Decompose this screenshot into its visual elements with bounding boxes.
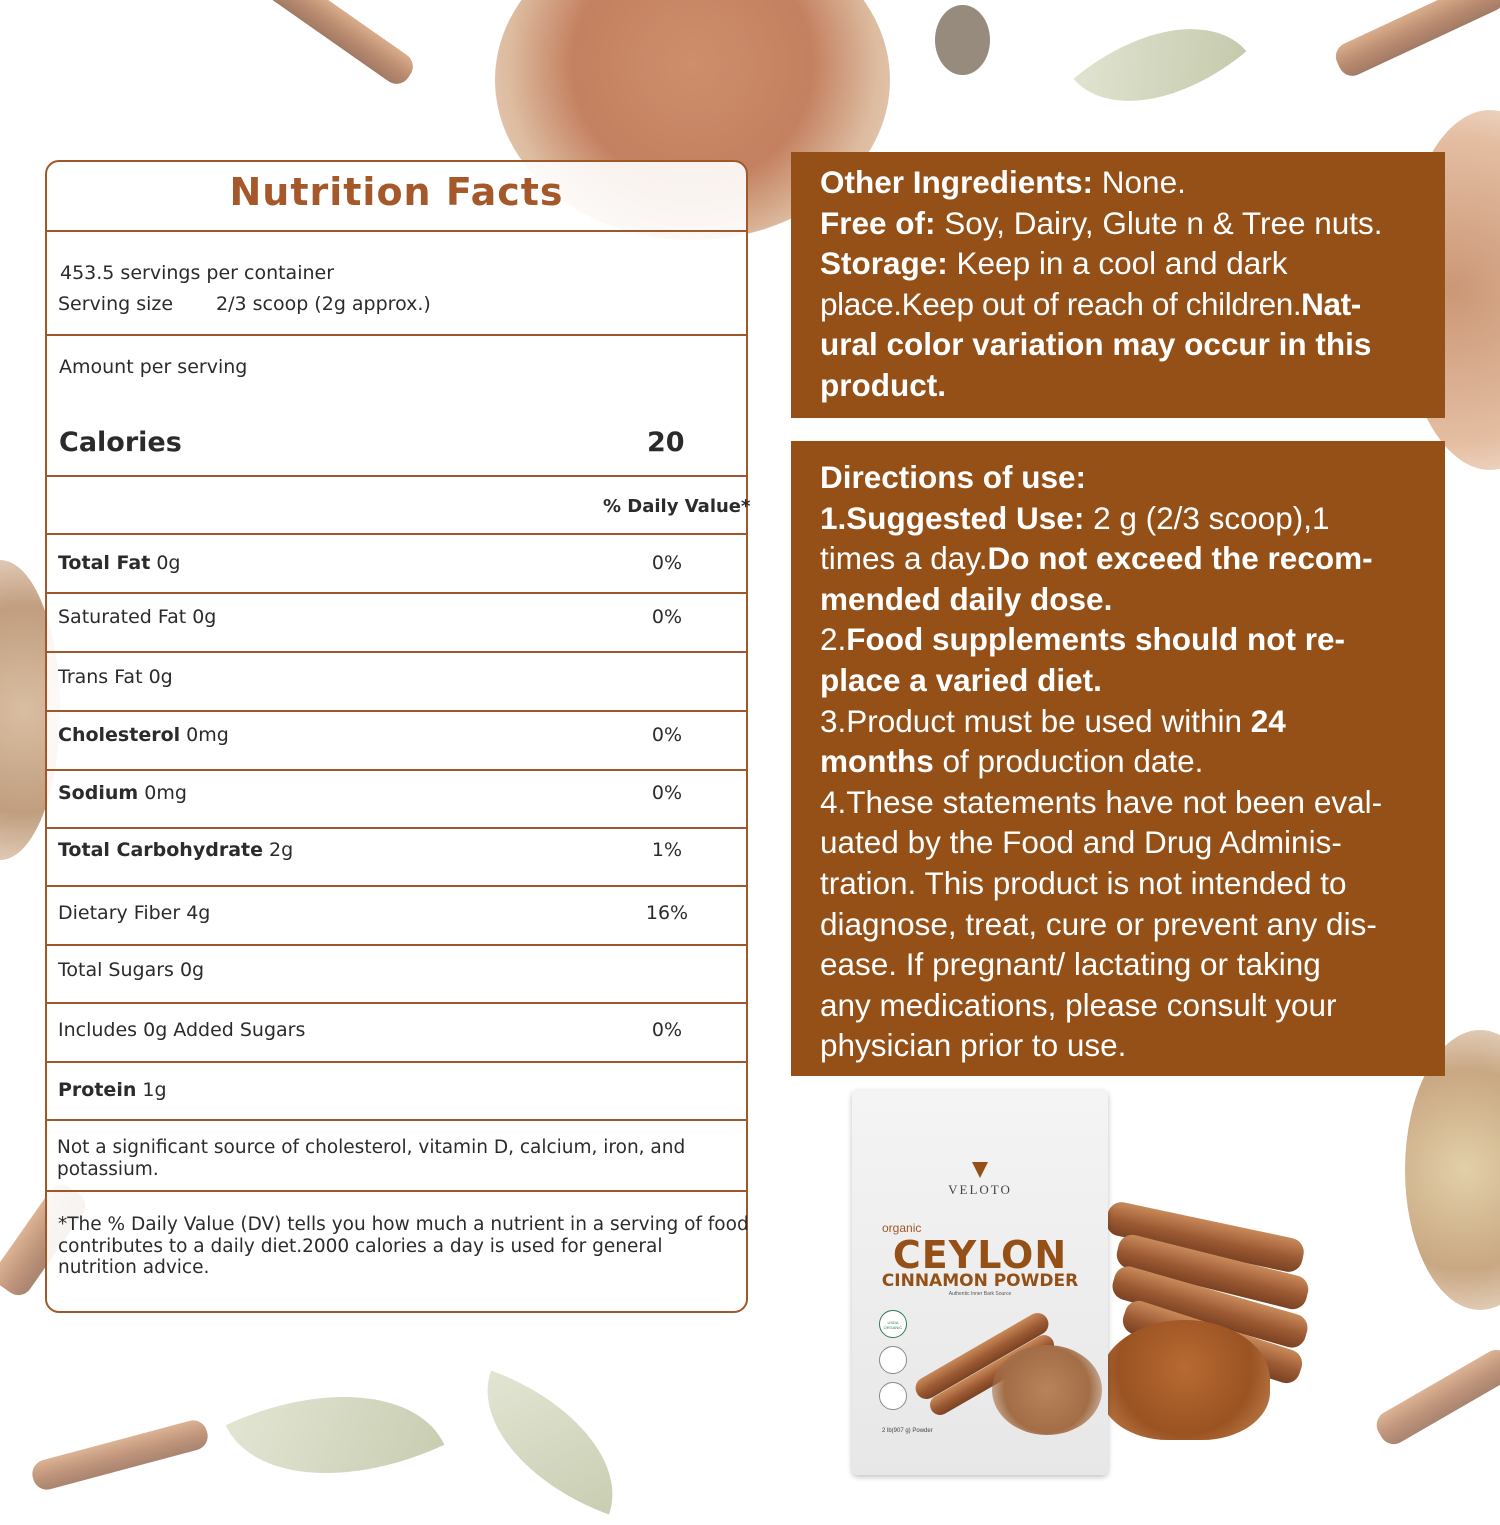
nutrient-amount: 0mg [180,724,229,746]
calories-value: 20 [647,427,685,458]
storage-line [820,243,1417,284]
storage-line [820,365,1417,406]
cinnamon-powder-image [992,1345,1102,1435]
supplement-warning: place a varied diet. [820,661,1102,698]
free-of-line [820,203,1417,244]
directions-title-text: Directions of use: [820,459,1087,495]
direction-4-line: uated by the Food and Drug Adminis- [820,824,1342,861]
divider [47,1119,746,1121]
color-variation-note: Nat- [1301,285,1361,322]
usda-badge-text: USDA ORGANIC [883,1320,903,1330]
nutrient-daily-value: 0% [651,782,683,804]
usda-organic-badge-icon [879,1310,907,1338]
product-tagline: Authentic Inner Bark Source [948,1291,1012,1297]
footnote-daily-value-cont: nutrition advice. [58,1257,210,1278]
nutrient-name [58,606,216,628]
divider [47,475,746,477]
cinnamon-stick-image [1372,1345,1500,1449]
nutrient-name-bold: Total Carbohydrate [58,839,263,861]
nutrient-name-bold: Total Fat [58,552,151,574]
storage-label: Storage: [820,245,948,282]
nutrient-name-bold: Sodium [58,782,139,804]
direction-2 [820,660,1417,701]
certification-badge-icon [879,1382,907,1410]
nutrient-amount: Trans Fat 0g [58,666,173,688]
divider [47,1190,746,1192]
other-ingredients-label: Other Ingredients: [820,164,1094,200]
directions-box [791,441,1445,1076]
serving-size-value: 2/3 scoop (2g approx.) [216,293,431,315]
direction-4 [820,782,1417,1066]
color-variation-note: product. [820,366,946,403]
footnote-daily-value: *The % Daily Value (DV) tells you how much a nutrient in a serving of food [58,1214,749,1235]
ingredients-box [791,152,1445,418]
veloto-logo-icon [972,1162,988,1178]
shelf-life-text: 3.Product must be used within [820,702,1251,739]
storage-line [820,284,1417,325]
footnote-significance: Not a significant source of cholesterol, vitamin D, calcium, iron, and [57,1137,686,1158]
bay-leaf-image [1074,0,1247,148]
direction-2-number: 2. [820,621,847,658]
nutrient-amount: 1g [136,1079,167,1101]
nutrient-name [58,552,181,574]
shelf-life-months: 24 [1250,702,1286,739]
nutrient-amount: Saturated Fat 0g [58,606,217,628]
dose-warning: Do not exceed the recom- [987,540,1373,577]
direction-4-line: any medications, please consult your [820,986,1337,1023]
nutrient-name [58,724,229,746]
nutrient-amount: Dietary Fiber 4g [58,902,211,924]
suggested-use-frequency: times a day. [820,540,988,577]
direction-2 [820,619,1417,660]
divider [47,710,746,712]
free-of-value: Soy, Dairy, Glute n & Tree nuts. [935,204,1383,241]
bay-leaf-image [459,1371,642,1515]
directions-title [820,457,1417,498]
direction-4-line: diagnose, treat, cure or prevent any dis- [820,905,1377,942]
cinnamon-stick-image [29,1417,211,1493]
cinnamon-stick-image [257,0,419,89]
nutrient-name [58,782,187,804]
nutrient-name [58,666,173,688]
direction-1 [820,498,1417,539]
nutrient-amount: 0g [150,552,181,574]
other-ingredients-value: None. [1093,164,1186,200]
nutrient-name [58,839,293,861]
nutrient-daily-value: 0% [651,1019,683,1041]
product-name: CEYLON [892,1233,1068,1277]
divider [47,827,746,829]
organic-label: organic [882,1221,922,1235]
suggested-use-label: 1.Suggested Use: [820,499,1085,536]
amount-per-serving: Amount per serving [59,356,248,378]
product-subname: CINNAMON POWDER [881,1271,1079,1291]
brand-name: VELOTO [948,1182,1012,1197]
calories-label: Calories [59,427,182,458]
nutrient-daily-value: 0% [651,606,683,628]
nutrient-name [58,959,204,981]
color-variation-note: ural color variation may occur in this [820,326,1372,363]
direction-4-line: tration. This product is not intended to [820,864,1347,901]
direction-4-line: 4.These statements have not been eval- [820,783,1383,820]
shelf-life-text: of production date. [933,743,1204,780]
divider [47,885,746,887]
direction-4-line: physician prior to use. [820,1027,1127,1064]
divider [47,230,746,232]
direction-3 [820,701,1417,742]
direction-1 [820,538,1417,579]
free-of-label: Free of: [820,204,936,241]
nutrient-name-bold: Protein [58,1079,137,1101]
daily-value-header: % Daily Value* [603,496,751,517]
nutrient-daily-value: 0% [651,552,683,574]
direction-1 [820,579,1417,620]
cinnamon-stick-image [1331,0,1500,80]
cinnamon-powder-pile-image [1100,1320,1270,1440]
divider [47,592,746,594]
divider [47,1061,746,1063]
net-weight: 2 lb(907 g) Powder [882,1428,933,1434]
divider [47,769,746,771]
nutrient-amount: 0mg [138,782,187,804]
nutrient-daily-value: 16% [645,902,689,924]
divider [47,944,746,946]
serving-size-label: Serving size [58,293,174,315]
nutrition-facts-panel [45,160,751,1313]
nutrient-name [58,902,210,924]
nutrient-name [58,1079,167,1101]
storage-line [820,324,1417,365]
divider [47,334,746,336]
nutrient-name-bold: Cholesterol [58,724,181,746]
certification-badge-icon [879,1346,907,1374]
nutrient-name [58,1019,305,1041]
nutrient-amount: Total Sugars 0g [58,959,205,981]
dose-warning: mended daily dose. [820,580,1113,617]
bay-leaf-image [226,1345,445,1525]
product-package [852,1090,1108,1475]
divider [47,1002,746,1004]
divider [47,651,746,653]
direction-4-line: ease. If pregnant/ lactating or taking [820,946,1321,983]
nutrient-daily-value: 1% [651,839,683,861]
storage-value: Keep in a cool and dark [947,245,1288,282]
supplement-warning: Food supplements should not re- [846,621,1346,658]
nutrient-amount: 2g [262,839,294,861]
other-ingredients-line [820,162,1417,203]
nutrition-title: Nutrition Facts [229,170,564,214]
footnote-significance-cont: potassium. [57,1159,159,1180]
shelf-life-months: months [820,743,934,780]
nutmeg-image [935,5,990,75]
servings-per-container: 453.5 servings per container [60,262,335,284]
storage-value: place.Keep out of reach of children. [820,285,1302,322]
nutrient-amount: Includes 0g Added Sugars [58,1019,306,1041]
divider [47,533,746,535]
footnote-daily-value-cont: contributes to a daily diet.2000 calories a day is used for general [58,1236,663,1257]
nutrient-daily-value: 0% [651,724,683,746]
suggested-use-value: 2 g (2/3 scoop),1 [1084,499,1330,536]
direction-3 [820,741,1417,782]
